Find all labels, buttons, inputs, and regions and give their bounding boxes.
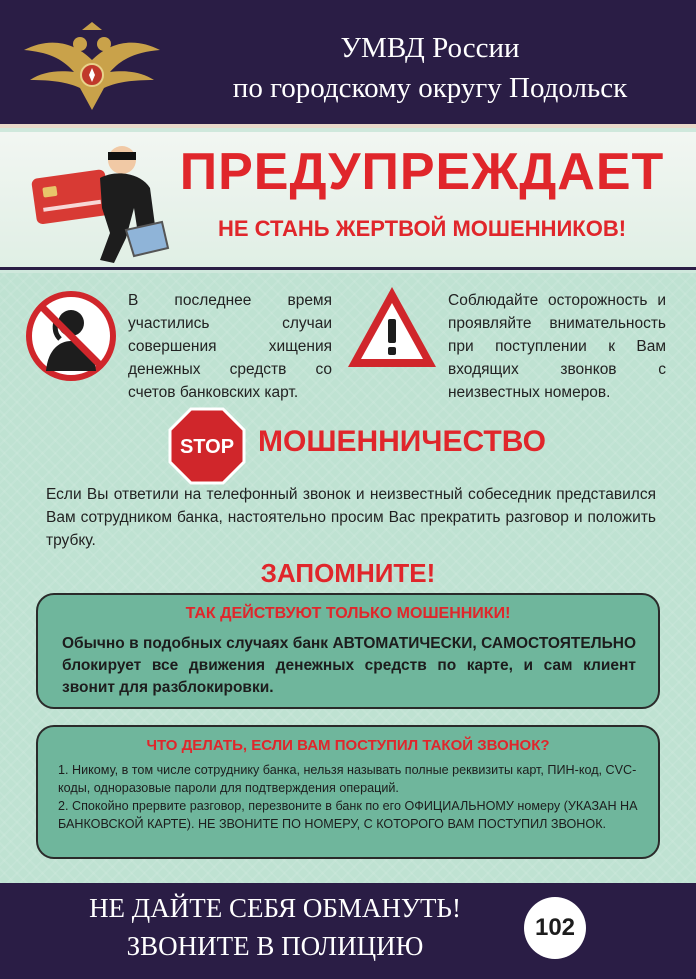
double-headed-eagle-emblem-icon — [22, 20, 162, 115]
scammer-info-box — [36, 593, 660, 709]
scammer-info-title: ТАК ДЕЙСТВУЮТ ТОЛЬКО МОШЕННИКИ! — [185, 605, 511, 622]
banner-title: ПРЕДУПРЕЖДАЕТ — [179, 143, 665, 201]
header-title-line2: по городскому округу Подольск — [232, 72, 628, 104]
header — [0, 0, 696, 128]
what-to-do-title: ЧТО ДЕЛАТЬ, ЕСЛИ ВАМ ПОСТУПИЛ ТАКОЙ ЗВОНОК? — [146, 737, 550, 754]
thief-with-bank-card-icon — [30, 138, 170, 268]
what-to-do-box — [36, 725, 660, 859]
warning-triangle-icon — [344, 283, 440, 373]
footer-line2: ЗВОНИТЕ В ПОЛИЦИЮ — [126, 931, 424, 961]
police-phone-badge: 102 — [524, 897, 586, 959]
stop-sign-icon — [168, 407, 246, 485]
info-left-text: В последнее время участились случаи совершения хищения денежных средств со счетов банковских карт. — [128, 292, 332, 401]
remember-title: ЗАПОМНИТЕ! — [260, 558, 436, 588]
fraud-title: МОШЕННИЧЕСТВО — [258, 425, 546, 458]
what-to-do-item-1: 1. Никому, в том числе сотруднику банка, нельзя называть полные реквизиты карт, ПИН-код, CVC-коды, одноразовые пароли для подтверждения операций. — [58, 763, 637, 795]
header-title-line1: УМВД России — [340, 32, 520, 64]
warning-banner — [0, 132, 696, 270]
what-to-do-item-2: 2. Спокойно прервите разговор, перезвоните в банк по его ОФИЦИАЛЬНОМУ номеру (УКАЗАН НА БАНКОВСКОЙ КАРТЕ). НЕ ЗВОНИТЕ ПО НОМЕРУ, С КОТОРОГО ВАМ ПОСТУПИЛ ЗВОНОК. — [58, 799, 638, 831]
no-phone-call-icon — [26, 291, 116, 381]
main-content — [0, 273, 696, 883]
what-to-do-list — [58, 761, 642, 833]
fraud-text: Если Вы ответили на телефонный звонок и неизвестный собеседник представился Вам сотрудником банка, настоятельно просим Вас прекратить разговор и положить трубку. — [46, 486, 656, 549]
stop-label: STOP — [179, 436, 235, 458]
info-right-text: Соблюдайте осторожность и проявляйте внимательность при поступлении к Вам входящих звонков с неизвестных номеров. — [448, 292, 666, 401]
footer-line1: НЕ ДАЙТЕ СЕБЯ ОБМАНУТЬ! — [89, 893, 461, 923]
scammer-info-text: Обычно в подобных случаях банк АВТОМАТИЧЕСКИ, САМОСТОЯТЕЛЬНО блокирует все движения денежных средств по карте, и сам клиент звонит для разблокировки. — [62, 635, 636, 696]
footer — [0, 883, 696, 979]
banner-subtitle: НЕ СТАНЬ ЖЕРТВОЙ МОШЕННИКОВ! — [217, 216, 627, 241]
